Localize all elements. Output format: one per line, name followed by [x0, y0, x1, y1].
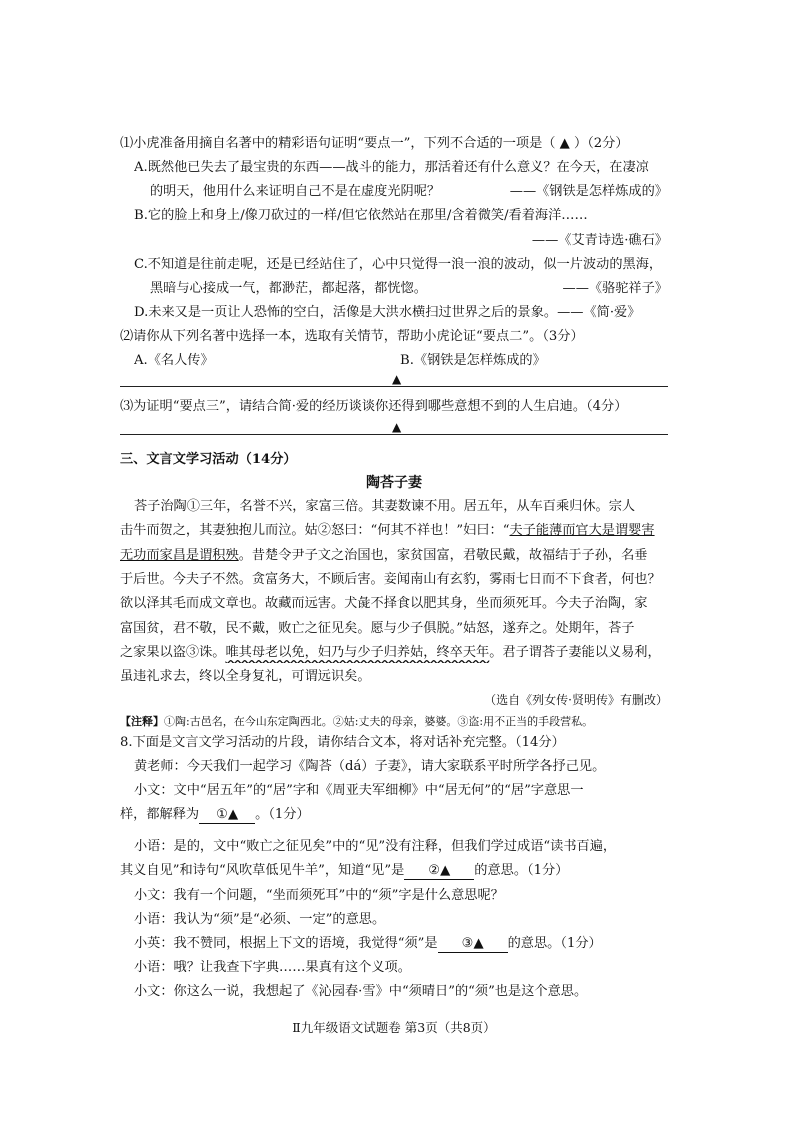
q1-option-a-line2: 的明天，他用什么来证明自己不是在虚度光阴呢？	[150, 184, 441, 199]
passage-title: 陶荅子妻	[366, 475, 422, 491]
passage-notes	[120, 712, 668, 732]
dialogue-text: 的意思。（1分）	[507, 936, 602, 951]
answer-blank-1[interactable]: ①▲	[199, 807, 255, 824]
q2-stem: ⑵请你从下列名著中选择一本，选取有关情节，帮助小虎论证“要点二”。（3分）	[120, 329, 584, 344]
dialogue-line	[120, 861, 668, 881]
answer-mark-q2: ▲	[392, 372, 402, 386]
passage-wavy-underlined-sentence: 唯其母老以免，妇乃与少子归养姑，终卒天年	[225, 645, 490, 660]
dialogue-line: 小语：我认为“须”是“必须、一定”的意思。	[134, 912, 386, 927]
passage-text: 。君子谓荅子妻能以义易利，	[489, 645, 661, 660]
passage-line: 于后世。今夫子不然。贪富务大，不顾后害。妾闻南山有玄豹，雾雨七日而不下食者，何也？	[120, 572, 661, 587]
dialogue-line: 小文：文中“居五年”的“居”字和《周亚夫军细柳》中“居无何”的“居”字意思一	[134, 783, 584, 798]
page-footer: Ⅱ九年级语文试题卷 第3页（共8页）	[292, 1020, 496, 1035]
answer-mark-q3: ▲	[392, 420, 402, 434]
dialogue-text: 的意思。（1分）	[474, 863, 569, 878]
answer-line-q2[interactable]	[120, 386, 668, 387]
answer-blank-2[interactable]: ②▲	[404, 863, 474, 880]
passage-text: 击牛而贺之，其妻独抱儿而泣。姑②怒曰：“何其不祥也！”妇曰：“	[120, 523, 510, 538]
q1-option-b-source: ——《艾青诗选·礁石》	[531, 233, 668, 248]
answer-line-q3[interactable]	[120, 434, 668, 435]
passage-underlined-sentence: 无功而家昌是谓积殃	[120, 548, 239, 563]
dialogue-line: 小文：我有一个问题，“坐而须死耳”中的“须”字是什么意思呢？	[134, 888, 504, 903]
q3-stem: ⑶为证明“要点三”，请结合简·爱的经历谈谈你还得到哪些意想不到的人生启迪。（4分）	[120, 399, 628, 414]
dialogue-text: 。（1分）	[255, 807, 310, 822]
dialogue-line: 小语：是的，文中“败亡之征见矣”中的“见”没有注释，但我们学过成语“读书百遍，	[134, 839, 617, 854]
dialogue-line: 小语：哦？让我查下字典……果真有这个义项。	[134, 960, 411, 975]
dialogue-line	[134, 934, 668, 954]
q2-option-a: A.《名人传》	[134, 353, 214, 368]
passage-line	[120, 521, 668, 541]
dialogue-text: 其义自见”和诗句“风吹草低见牛羊”，知道“见”是	[120, 863, 405, 878]
passage-line: 虽违礼求去，终以全身复礼，可谓远识矣。	[120, 669, 371, 684]
q8-stem: 8.下面是文言文学习活动的片段，请你结合文本，将对话补充完整。（14分）	[120, 735, 565, 750]
passage-text: 。昔楚令尹子文之治国也，家贫国富，君敬民戴，故福结于子孙，名垂	[238, 548, 648, 563]
passage-line	[120, 643, 668, 663]
dialogue-text: 小英：我不赞同，根据上下文的语境，我觉得“须”是	[134, 936, 438, 951]
passage-line	[120, 546, 668, 566]
q2-option-b: B.《钢铁是怎样炼成的》	[400, 353, 546, 368]
dialogue-line	[120, 805, 668, 825]
q1-stem: ⑴小虎准备用摘自名著中的精彩语句证明“要点一”，下列不合适的一项是（ ▲ ）（2分）	[120, 136, 629, 151]
q1-option-a-line1: A.既然他已失去了最宝贵的东西——战斗的能力，那活着还有什么意义？在今天，在凄凉	[134, 160, 649, 175]
q1-option-d: D.未来又是一页让人恐怖的空白，活像是大洪水横扫过世界之后的景象。——《简·爱》	[134, 305, 641, 320]
section3-heading: 三、文言文学习活动（14分）	[120, 452, 297, 467]
note-label: 【注释】	[120, 715, 164, 728]
passage-underlined-sentence: 夫子能薄而官大是谓婴害	[509, 523, 655, 538]
passage-line: 欲以泽其毛而成文章也。故藏而远害。犬彘不择食以肥其身，坐而须死耳。今夫子治陶，家	[120, 596, 648, 611]
q1-option-c-line2: 黑暗与心接成一气，都渺茫，都起落，都恍惚。	[150, 281, 427, 296]
passage-source: （选自《列女传·贤明传》有删改）	[484, 693, 668, 707]
passage-line: 富国贫，君不敬，民不戴，败亡之征见矣。愿与少子俱脱。”姑怒，遂弃之。处期年，荅子	[120, 621, 635, 636]
dialogue-line: 黄老师：今天我们一起学习《陶荅（dá）子妻》，请大家联系平时所学各抒己见。	[134, 759, 606, 774]
dialogue-text: 样，都解释为	[120, 807, 200, 822]
answer-blank-3[interactable]: ③▲	[438, 936, 508, 953]
passage-line: 荅子治陶①三年，名誉不兴，家富三倍。其妻数谏不用。居五年，从车百乘归休。宗人	[134, 499, 636, 514]
dialogue-line: 小文：你这么一说，我想起了《沁园春·雪》中“须晴日”的“须”也是这个意思。	[134, 984, 588, 999]
passage-text: 之家果以盗③诛。	[120, 645, 226, 660]
q1-option-a-source: ——《钢铁是怎样炼成的》	[509, 184, 668, 199]
q1-option-c-line1: C.不知道是往前走呢，还是已经站住了，心中只觉得一浪一浪的波动，似一片波动的黑海，	[134, 257, 663, 272]
note-text: ①陶:古邑名，在今山东定陶西北。②姑:丈夫的母亲，婆婆。③盗:用不正当的手段营私。	[164, 715, 594, 728]
q1-option-b-line1: B.它的脸上和身上/像刀砍过的一样/但它依然站在那里/含着微笑/看着海洋……	[134, 208, 588, 223]
q1-option-c-source: ——《骆驼祥子》	[562, 281, 668, 296]
